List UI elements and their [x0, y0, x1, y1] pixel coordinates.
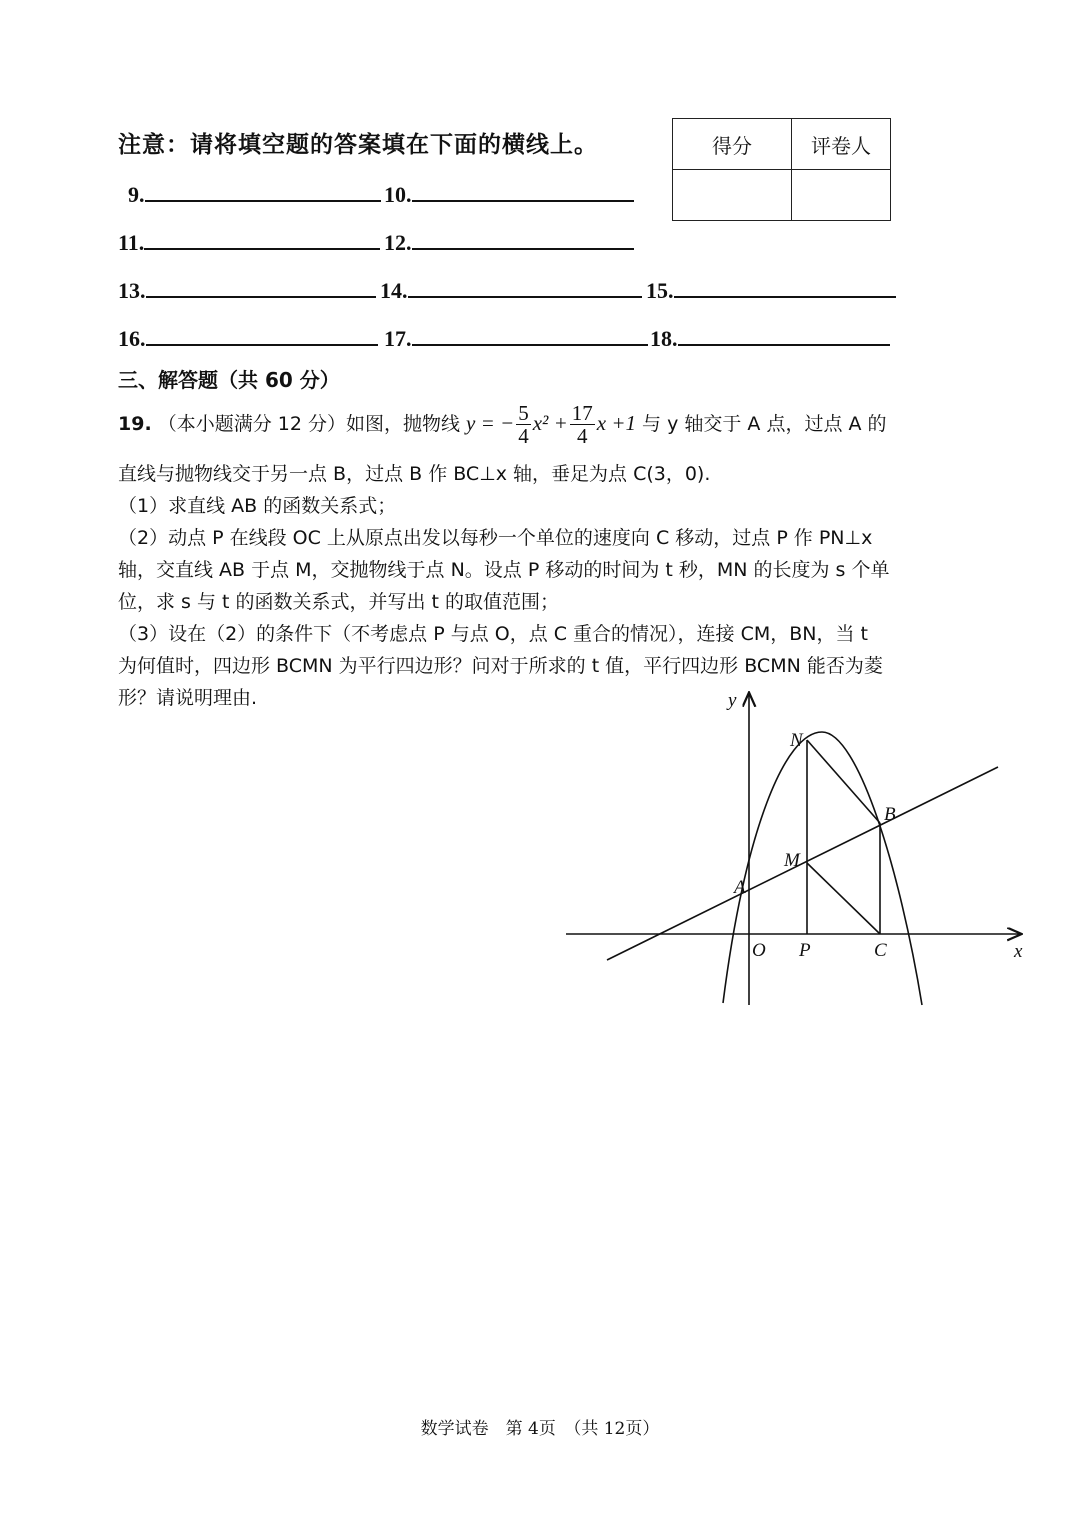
page-footer: 数学试卷 第 4页 （共 12页） [420, 1419, 660, 1439]
q19-intro: （本小题满分 12 分）如图，抛物线 [157, 413, 460, 435]
q19-line1 [118, 402, 887, 447]
eq-end: x +1 [596, 411, 636, 435]
q19-part3-c: 形？请说明理由. [118, 687, 258, 709]
eq-y: y = − [466, 411, 515, 435]
q19-part3-a: （3）设在（2）的条件下（不考虑点 P 与点 O，点 C 重合的情况），连接 CM，BN，当 t [118, 623, 868, 645]
segment-mc [807, 863, 880, 934]
q19-number: 19. [118, 413, 152, 435]
eq-mid: x² + [532, 411, 568, 435]
blank-17[interactable]: 17. [384, 324, 648, 352]
blank-16[interactable]: 16. [118, 324, 378, 352]
blank-10[interactable]: 10. [384, 180, 634, 208]
blank-14[interactable]: 14. [380, 276, 642, 304]
q19-part1: （1）求直线 AB 的函数关系式； [118, 495, 397, 517]
label-n: N [790, 730, 803, 751]
notice-text: 注意：请将填空题的答案填在下面的横线上。 [118, 132, 598, 158]
geometry-figure [560, 680, 1040, 1020]
q19-part3-b: 为何值时，四边形 BCMN 为平行四边形？问对于所求的 t 值，平行四边形 BCMN 能否为菱 [118, 655, 883, 677]
label-a: A [734, 877, 746, 898]
score-cell[interactable] [673, 170, 792, 221]
label-c: C [874, 940, 887, 961]
parabola-curve [723, 732, 922, 1005]
label-x: x [1014, 941, 1023, 962]
blank-12[interactable]: 12. [384, 228, 634, 256]
blank-9[interactable]: 9. [128, 180, 381, 208]
q19-part2-c: 位，求 s 与 t 的函数关系式，并写出 t 的取值范围； [118, 591, 560, 613]
q19-line2: 直线与抛物线交于另一点 B，过点 B 作 BC⊥x 轴，垂足为点 C(3，0). [118, 463, 711, 485]
fraction-5-4: $\frac{5}{4}$ [518, 401, 529, 448]
q19-part2-a: （2）动点 P 在线段 OC 上从原点出发以每秒一个单位的速度向 C 移动，过点 P 作 PN⊥x [118, 527, 873, 549]
grader-cell[interactable] [792, 170, 891, 221]
line-ab [607, 767, 998, 960]
label-b: B [884, 804, 896, 825]
blank-13[interactable]: 13. [118, 276, 376, 304]
blank-15[interactable]: 15. [646, 276, 896, 304]
blank-11[interactable]: 11. [118, 228, 380, 256]
label-y: y [728, 690, 737, 711]
score-table [672, 118, 891, 221]
label-m: M [784, 850, 800, 871]
section-title: 三、解答题（共 60 分） [118, 368, 340, 392]
label-p: P [799, 940, 811, 961]
q19-intro-tail: 与 y 轴交于 A 点，过点 A 的 [642, 413, 887, 435]
segment-nb [807, 740, 880, 823]
q19-part2-b: 轴，交直线 AB 于点 M，交抛物线于点 N。设点 P 移动的时间为 t 秒，MN 的长度为 s 个单 [118, 559, 890, 581]
grader-header: 评卷人 [792, 119, 891, 170]
score-header: 得分 [673, 119, 792, 170]
fraction-17-4: $\frac{17}{4}$ [571, 401, 593, 448]
blank-18[interactable]: 18. [650, 324, 890, 352]
label-o: O [752, 940, 766, 961]
